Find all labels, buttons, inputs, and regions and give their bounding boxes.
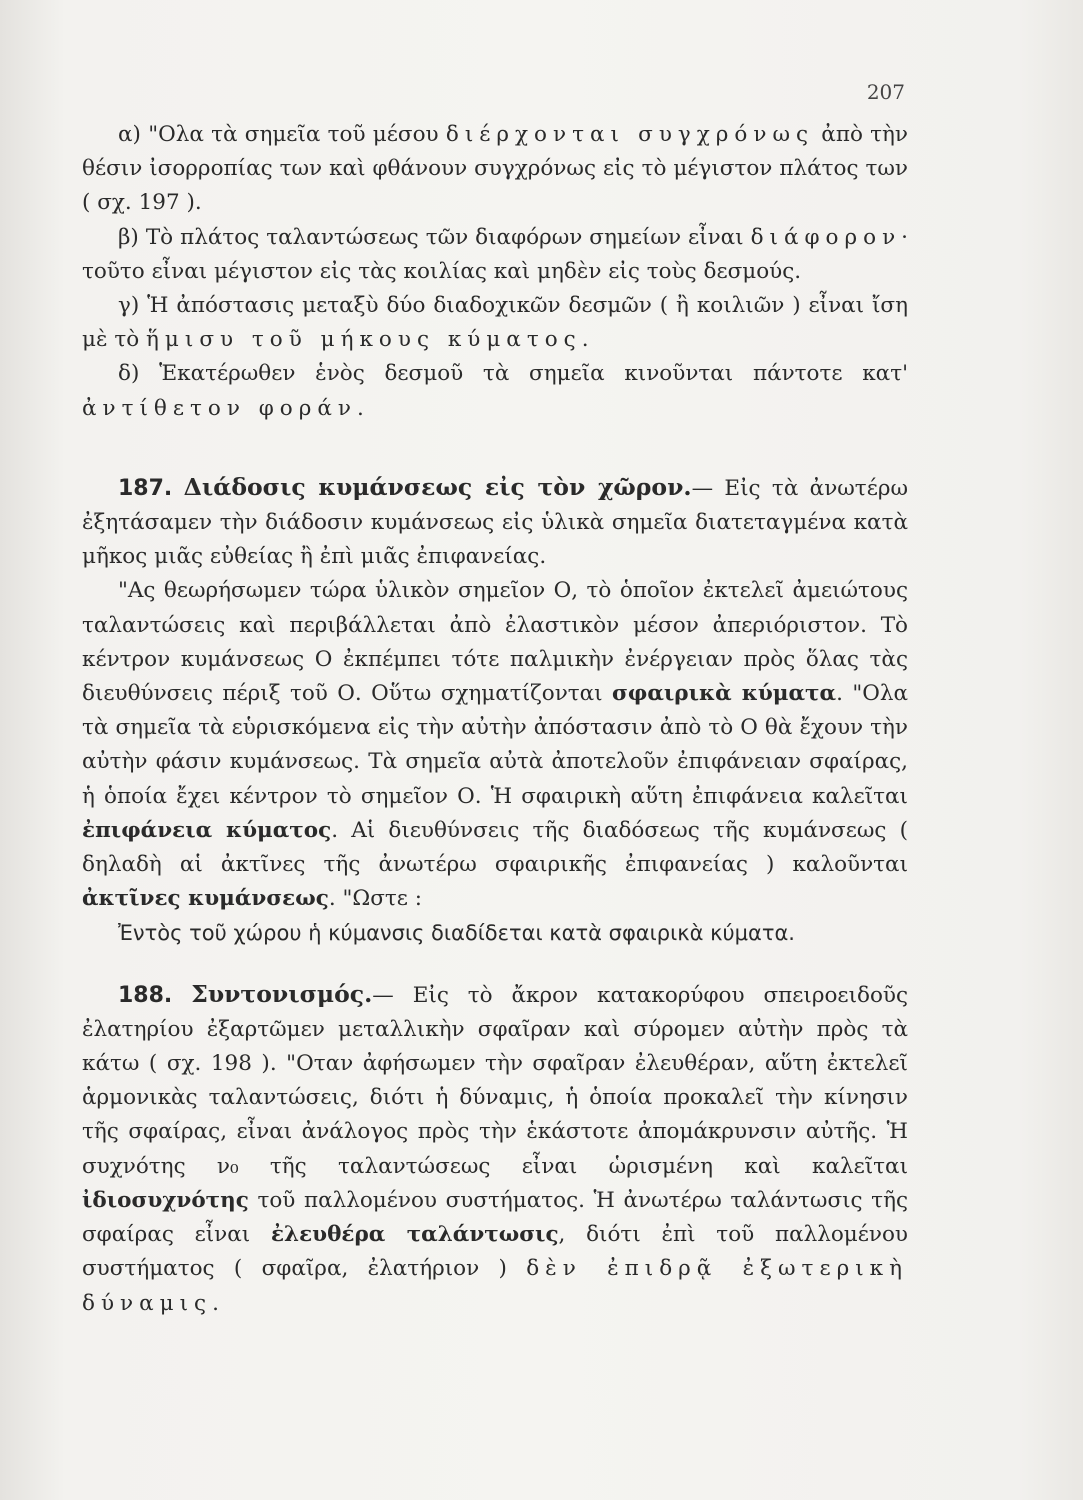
bold-term: ἐπιφάνεια κύματος: [82, 817, 332, 843]
section-title: Συντονισμός.: [191, 979, 373, 1008]
page-body: [82, 118, 908, 1321]
section-number: 187.: [118, 475, 173, 501]
list-item-c: γ) Ἡ ἀπόστασις μεταξὺ δύο διαδοχικῶν δεσμῶν ( ἢ κοιλιῶν ) εἶναι ἴση μὲ τὸ ἥμισυ τοῦ μήκους κύματος.: [82, 293, 908, 353]
spaced-emphasis: διάφορον: [750, 224, 902, 250]
spaced-emphasis: ἀντίθετον φοράν: [82, 395, 357, 421]
bold-term: ἀκτῖνες κυμάνσεως: [82, 886, 329, 912]
list-label-d: δ): [118, 361, 140, 387]
section-188-body: 188. Συντονισμός.— Εἰς τὸ ἄκρον κατακορύφου σπειροειδοῦς ἐλατηρίου ἐξαρτῶμεν μεταλλικὴν σφαῖραν καὶ σύρομεν αὐτὴν πρὸς τὰ κάτω ( σχ. 198 ). "Οταν ἀφήσωμεν τὴν σφαῖραν ἐλευθέραν, αὕτη ἐκτελεῖ ἁρμονικὰς ταλαντώσεις, διότι ἡ δύναμις, ἡ ὁποία προκαλεῖ τὴν κίνησιν τῆς σφαίρας, εἶναι ἀνάλογος πρὸς τὴν ἑκάστοτε ἀπομάκρυνσιν αὐτῆς. Ἡ συχνότης ν₀ τῆς ταλαντώσεως εἶναι ὡρισμένη καὶ καλεῖται ἰδιοσυχνότης τοῦ παλλομένου συστήματος. Ἡ ἀνωτέρω ταλάντωσις τῆς σφαίρας εἶναι ἐλευθέρα ταλάντωσις, διότι ἐπὶ τοῦ παλλομένου συστήματος ( σφαῖρα, ἐλατήριον ) δὲν ἐπιδρᾷ ἐξωτερικὴ δύναμις.: [82, 979, 909, 1316]
bold-term: ἰδιοσυχνότης: [82, 1187, 249, 1213]
spaced-emphasis: διέρχονται συγχρόνως: [445, 122, 815, 147]
list-item-a: α) "Ολα τὰ σημεῖα τοῦ μέσου διέρχονται συγχρόνως ἀπὸ τὴν θέσιν ἰσορροπίας των καὶ φθάνουν συγχρόνως εἰς τὸ μέγιστον πλάτος των ( σχ. 197 ).: [82, 122, 908, 216]
list-item-d: δ) Ἑκατέρωθεν ἑνὸς δεσμοῦ τὰ σημεῖα κινοῦνται πάντοτε κατ' ἀντίθετον φοράν.: [82, 361, 908, 421]
spaced-emphasis: δὲν ἐπιδρᾷ ἐξωτερικὴ δύναμις: [82, 1256, 908, 1316]
bold-term: ἐλευθέρα ταλάντωσις: [270, 1222, 559, 1248]
section-187-body: "Ας θεωρήσωμεν τώρα ὑλικὸν σημεῖον Ο, τὸ ὁποῖον ἐκτελεῖ ἀμειώτους ταλαντώσεις καὶ περιβάλλεται ἀπὸ ἐλαστικὸν μέσον ἀπεριόριστον. Τὸ κέντρον κυμάνσεως Ο ἐκπέμπει τότε παλμικὴν ἐνέργειαν πρὸς ὅλας τὰς διευθύνσεις πέριξ τοῦ Ο. Οὕτω σχηματίζονται σφαιρικὰ κύματα. "Ολα τὰ σημεῖα τὰ εὑρισκόμενα εἰς τὴν αὐτὴν ἀπόστασιν ἀπὸ τὸ Ο θὰ ἔχουν τὴν αὐτὴν φάσιν κυμάνσεως. Τὰ σημεῖα αὐτὰ ἀποτελοῦν ἐπιφάνειαν σφαίρας, ἡ ὁποία ἔχει κέντρον τὸ σημεῖον Ο. Ἡ σφαιρικὴ αὕτη ἐπιφάνεια καλεῖται ἐπιφάνεια κύματος. Αἱ διευθύνσεις τῆς διαδόσεως τῆς κυμάνσεως ( δηλαδὴ αἱ ἀκτῖνες τῆς ἀνωτέρω σφαιρικῆς ἐπιφανείας ) καλοῦνται ἀκτῖνες κυμάνσεως. "Ωστε :: [82, 578, 909, 912]
section-187-intro: 187. Διάδοσις κυμάνσεως εἰς τὸν χῶρον.— Εἰς τὰ ἀνωτέρω ἐξητάσαμεν τὴν διάδοσιν κυμάνσεως εἰς ὑλικὰ σημεῖα διατεταγμένα κατὰ μῆκος μιᾶς εὐθείας ἢ ἐπὶ μιᾶς ἐπιφανείας.: [82, 472, 908, 570]
list-label-a: α): [118, 122, 141, 147]
section-number: 188.: [118, 982, 173, 1008]
list-label-c: γ): [118, 293, 140, 319]
bold-term: σφαιρικὰ κύματα: [612, 681, 837, 707]
list-item-b: β) Τὸ πλάτος ταλαντώσεως τῶν διαφόρων σημείων εἶναι διάφορον· τοῦτο εἶναι μέγιστον εἰς τὰς κοιλίας καὶ μηδὲν εἰς τοὺς δεσμούς.: [82, 224, 908, 284]
rule-statement: Ἐντὸς τοῦ χώρου ἡ κύμανσις διαδίδεται κατὰ σφαιρικὰ κύματα.: [118, 921, 795, 946]
section-title: Διάδοσις κυμάνσεως εἰς τὸν χῶρον.: [183, 472, 692, 501]
list-label-b: β): [118, 224, 139, 250]
page-number: 207: [866, 80, 905, 104]
spaced-emphasis: ἥμισυ τοῦ μήκους κύματος: [146, 327, 582, 353]
